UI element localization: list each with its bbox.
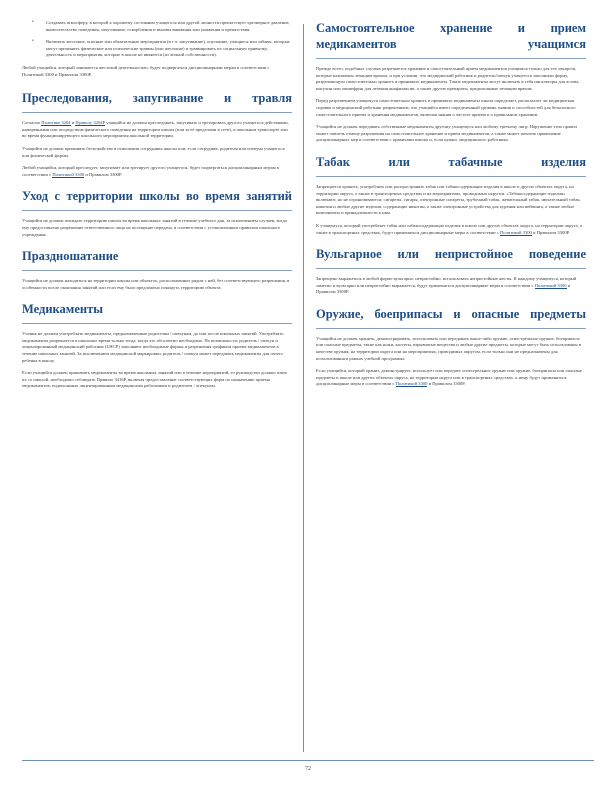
paragraph: Учащийся не должен покидать территорию школы во время школьных занятий в течение учебного дня, за исключением случаев, когда ему предоставлено разрешение ответственного лица на посещение передача, в соответствии с установленным правилом школьного учреждения.	[22, 218, 287, 237]
paragraph: Запрещено выражаться в любой форме вульгарно, непристойно, использовать непристойные жесты. К каждому учащемуся, который заметно и вульгарно или непристойно выражается, будут применяться дисциплинарные меры в соответствии с Политикой 3300 и Правилом 3300P.	[316, 276, 577, 295]
policy-link[interactable]: Политикой 3300	[395, 381, 428, 387]
left-column	[22, 20, 292, 400]
paragraph: Запрещается хранить, употреблять или распространять табак или табакосодержащие изделия в школе и других объектах округа, на территории округа, а также в транспортных средствах и на мероприятиях, проводимых округом. «Табакосодержащие изделия» включают, но не ограничиваются: сигареты, сигары, электронные сигареты, трубочный табак, жевательный табак, нюхательный табак, никотин и любые другие изделия, содержащие никотин, а также электронные устройства для курения или вейпинга, а также любые компоненты и принадлежности к ним.	[316, 183, 581, 216]
policy-link[interactable]: Политикой 3300	[499, 229, 532, 235]
section-rule	[22, 210, 292, 211]
paragraph: Учащийся не должен причинять беспокойство в отношении сотрудника школы или, если сотрудник, родителя или опекуна учащегося или физической формы.	[22, 145, 285, 158]
section-title: Уход с территории школы во время занятий	[22, 189, 292, 204]
paragraph: Учащийся не должен передавать собственные медикаменты другому учащемуся или любому третьему лицу. Нарушение этих правил может повлечь отмену разрешения на самостоятельное хранение и прием медикаментов, а также может повлечь применение дисциплинарных мер в соответствии с правилами школы и, если нужно, медицинского работника.	[316, 124, 577, 143]
rule-link[interactable]: Правилу 3204P	[75, 120, 106, 126]
list-item: • Включать жестокие, опасные или обязательные мероприятия (в т.ч. запугивание), опускание, учащиеся или забавы, которые могут причинить физические или психические травмы (или жестокие) и травмировать их социальную привычку, деятельность и мероприятия, которые в школе не являются (из личной собственности).	[32, 39, 290, 58]
policy-link[interactable]: Политикой 3300	[534, 282, 567, 288]
section-rule	[22, 270, 292, 271]
paragraph: Перед разрешением учащемуся самостоятельно хранить и принимать медикаменты школа определяет, располагает ли медицинская справка и медицинский работник разрешением, что учащийся имеет определенный уровень знания и способностей для безопасного самостоятельного приема и хранения медикаментов, включая знания о частоте приема и о правильном хранении.	[316, 98, 576, 117]
section-medications	[22, 301, 292, 390]
paragraph: Ученик не должен употреблять медикаменты, предназначенные родителям / опекунам, до или после школьных занятий. Употреблять медикаменты разрешается в школьное время только тогда, когда это абсолютно необходимо. По возможности, родитель / опекун и лицензированный медицинский работник (LHCP) заполняют необходимые формы и разрешения графиком приема медикаментов в течение школьных занятий. За исключением медицинской маркировки, родитель / опекун может передавать медикаменты для своего ребенка в школу.	[22, 331, 284, 363]
paragraph: Прежде всего, подобных случаях разрешается хранение и самостоятельный прием медикаментов учащимся только для тех лекарств, которые назначены лечащим врачом, и при условии, что медицинский работник и родитель/опекун учащегося заполнили форму, разрешающую самостоятельно хранить и принимать медикаменты. Такие медикаменты могут включать в себя ингаляторы для астмы, инсулин или эпинефрин для лечения анафилаксии, а также другие препараты, предписанные лечащим врачом.	[316, 66, 580, 91]
section-leaving-campus	[22, 188, 292, 238]
section-rule	[316, 176, 586, 177]
section-title: Медикаменты	[22, 302, 103, 317]
paragraph: Учащийся не должен находиться на территории школы или объектах, расположенных рядом с ней, без соответствующего разрешения, в особенности после окончания занятий или если ему было предложено покинуть территорию объекта.	[22, 278, 290, 290]
section-rule	[316, 268, 586, 269]
intro-note: Любой учащийся, который занимается жестокой деятельностью, будет подвергаться дисциплинарным мерам в соответствии с Политикой 3300 и Правилом 3300P.	[22, 64, 270, 77]
intro-bullet-list	[22, 20, 292, 59]
section-rule	[22, 323, 292, 324]
section-weapons	[316, 306, 586, 388]
paragraph: Учащийся не должен хранить, демонстрировать, использовать или передавать какое-либо оружие, огнестрельное оружие, боеприпасы или опасные предметы, такие как ножи, кастеты, взрывчатые вещества и любые другие предметы, которые могут быть использованы в качестве оружия, на территории округа или на мероприятиях, проводимых округом, если только они не предназначены для использования в рамках учебной программы.	[316, 335, 581, 361]
paragraph: Любой учащийся, который преследует, запугивает или третирует другого учащегося, будет подвергаться дисциплинарным мерам в соответствии с Политикой 3300 и Правилом 3300P.	[22, 165, 279, 177]
section-tobacco	[316, 154, 586, 236]
section-loitering	[22, 248, 292, 291]
bullet-icon: •	[32, 39, 34, 45]
policy-link[interactable]: Политикой 3300	[52, 171, 85, 177]
column-divider	[303, 24, 304, 752]
section-title: Табак или табачные изделия	[316, 154, 586, 169]
footer-rule	[22, 760, 594, 761]
section-rule	[316, 58, 586, 59]
section-rule	[316, 328, 586, 329]
policy-link[interactable]: Политике 3204	[41, 120, 71, 126]
page-number: 72	[305, 766, 311, 772]
section-title: Самостоятельное хранение и прием медикаментов учащимся	[316, 21, 586, 51]
section-self-medication	[316, 20, 586, 144]
paragraph: Если учащийся должен принимать медикаменты во время школьных занятий или в течение мероприятий, то руководство должно взять их со школой, необходимо соблюдать Правило 3416P, включая предоставление соответствующих форм по назначению приема медикаментов, подписанных лицензированным медицинским работником и родителем / опекуном.	[22, 370, 288, 389]
list-item: • Создавать атмосферу, в которой к хорошему состоянию учащегося или другой личности препятствует чрезмерное давление, вымогательство поведения, запугивание, оскорбления и вызовы внимания или унижения и препятствия.	[32, 20, 290, 32]
paragraph: Согласно Политике 3204 и Правилу 3204P учащийся не должен преследовать, запугивать и третировать другого учащегося действиями, намеренными или посредством физического поведения на территории школы (или за её пределами в сети), в школьном транспорте или во время функционирующего школьного мероприятия школьной территории.	[22, 120, 289, 139]
section-title: Праздношатание	[22, 249, 119, 264]
bullet-icon: •	[32, 20, 34, 25]
section-title: Оружие, боеприпасы и опасные предметы	[316, 306, 586, 321]
paragraph: К учащемуся, который употребляет табак или табакосодержащие изделия в школе или других объектах округа, на территории округа, а также в транспортных средствах, будут применяться дисциплинарные меры в соответствии с Политикой 3300 и Правилом 3300P.	[316, 222, 582, 235]
section-vulgar-behavior	[316, 246, 586, 296]
section-title: Вульгарное или непристойное поведение	[316, 247, 586, 262]
right-column	[316, 20, 586, 398]
section-harassment	[22, 90, 292, 178]
section-rule	[22, 112, 292, 113]
section-title: Преследования, запугивание и травля	[22, 91, 292, 106]
paragraph: Если учащийся, который хранит, демонстрирует, использует или передает огнестрельное оружие или оружие, боеприпасы или опасные предметы в школе или других объектах округа, на территории округа или в транспортных средствах, к нему будут применяться дисциплинарные меры в соответствии с Политикой 3300 и Правилом 3300P.	[316, 368, 582, 387]
